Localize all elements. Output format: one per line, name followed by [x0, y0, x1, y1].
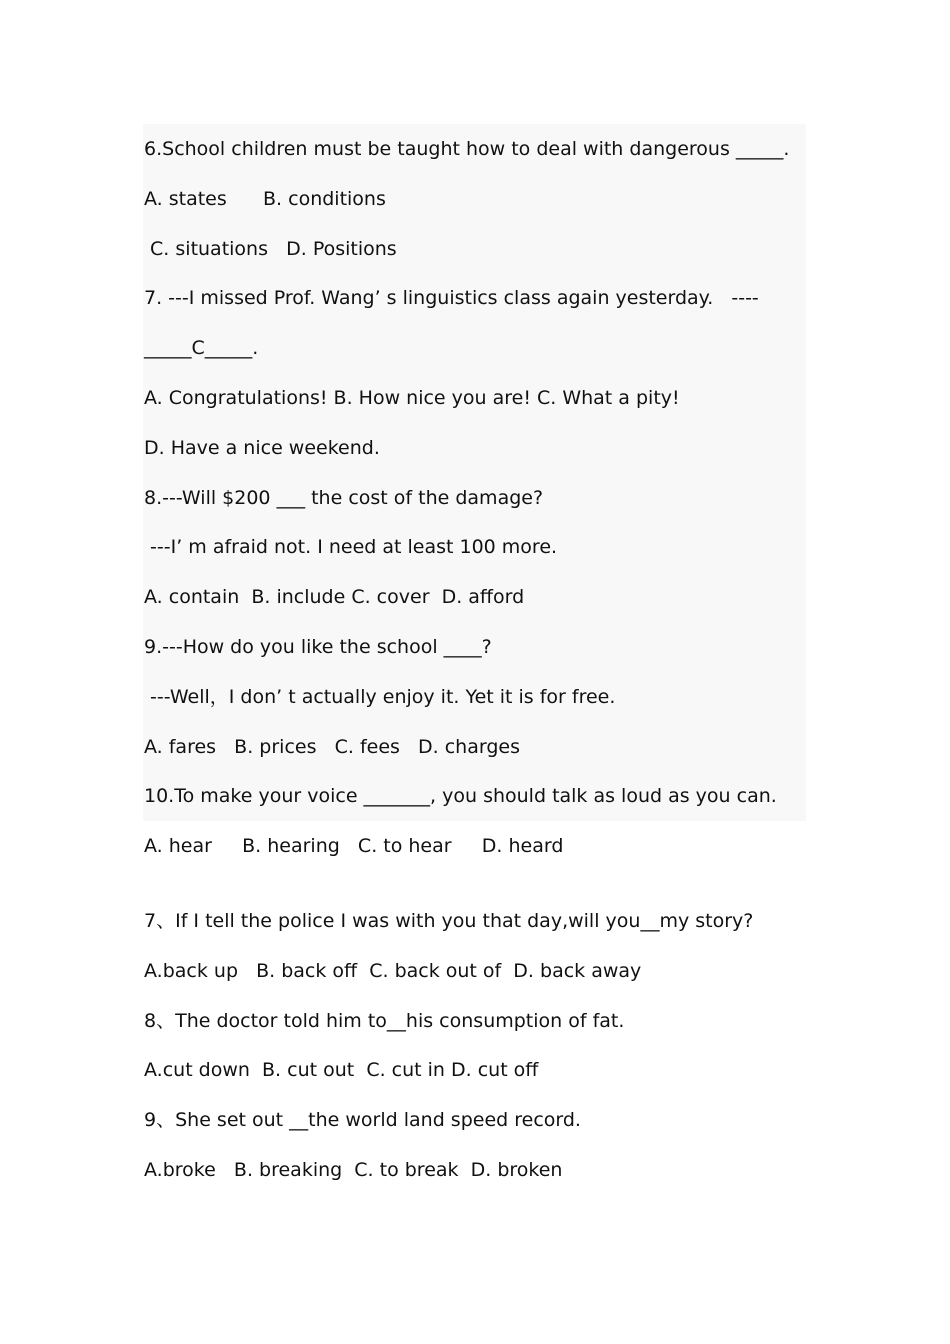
options-7-d: D. Have a nice weekend. — [144, 436, 380, 459]
question-7-answer: _____C_____. — [144, 337, 259, 360]
question-8: 8.---Will $200 ___ the cost of the damage? — [144, 486, 544, 509]
options-6-cd: C. situations D. Positions — [144, 237, 397, 260]
question-9-reply: ---Well，I don’ t actually enjoy it. Yet it is for free. — [144, 685, 616, 708]
document-page — [144, 134, 834, 1205]
options-10: A. hear B. hearing C. to hear D. heard — [144, 835, 564, 858]
options-7-abc: A. Congratulations! B. How nice you are! C. What a pity! — [144, 386, 680, 409]
question-9: 9.---How do you like the school ____? — [144, 635, 492, 658]
options-7b: A.back up B. back off C. back out of D. back away — [144, 959, 642, 982]
question-7: 7. ---I missed Prof. Wang’ s linguistics class again yesterday. ---- — [144, 287, 759, 310]
options-8: A. contain B. include C. cover D. afford — [144, 586, 525, 609]
question-10: 10.To make your voice _______, you should talk as loud as you can. — [144, 785, 777, 808]
question-8b: 8、The doctor told him to__his consumption of fat. — [144, 1009, 625, 1032]
options-8b: A.cut down B. cut out C. cut in D. cut off — [144, 1059, 539, 1082]
question-block-1 — [144, 134, 834, 881]
block-spacer — [144, 881, 834, 906]
question-9b: 9、She set out __the world land speed record. — [144, 1109, 581, 1132]
question-7b: 7、If I tell the police I was with you that day,will you__my story? — [144, 909, 754, 932]
question-block-2 — [144, 906, 834, 1205]
options-9: A. fares B. prices C. fees D. charges — [144, 735, 520, 758]
options-9b: A.broke B. breaking C. to break D. broken — [144, 1158, 563, 1181]
options-6-ab: A. states B. conditions — [144, 187, 386, 210]
question-6: 6.School children must be taught how to deal with dangerous _____. — [144, 138, 790, 160]
question-8-reply: ---I’ m afraid not. I need at least 100 more. — [144, 536, 558, 559]
